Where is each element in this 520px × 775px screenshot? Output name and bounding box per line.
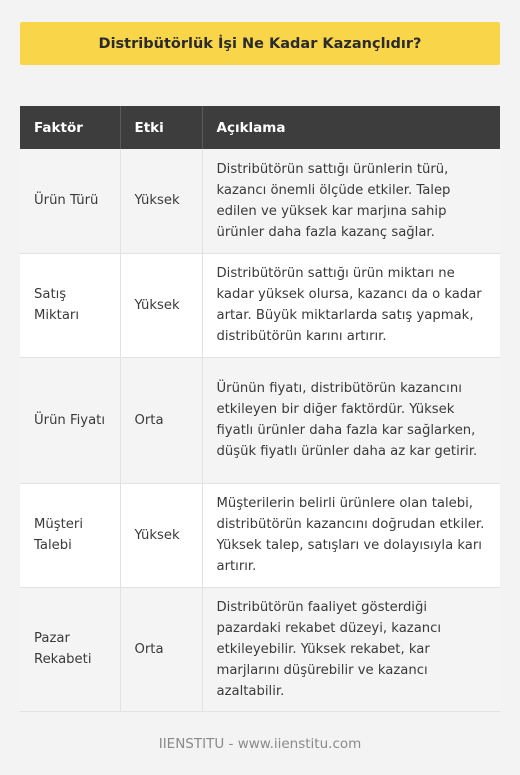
factor-cell: Satış Miktarı <box>20 253 120 357</box>
header-effect: Etki <box>120 106 202 149</box>
description-cell: Distribütörün sattığı ürünlerin türü, kazancı önemli ölçüde etkiler. Talep edilen ve yüksek kar marjına sahip ürünler daha fazla kazanç sağlar. <box>202 149 500 253</box>
header-description: Açıklama <box>202 106 500 149</box>
table-row <box>20 357 500 483</box>
description-cell: Distribütörün faaliyet gösterdiği pazardaki rekabet düzeyi, kazancı etkileyebilir. Yüksek rekabet, kar marjlarını düşürebilir ve kazancı azaltabilir. <box>202 587 500 711</box>
factor-table <box>20 106 500 712</box>
table-header-row <box>20 106 500 149</box>
footer-credit: IIENSTITU - www.iienstitu.com <box>158 736 362 752</box>
description-cell: Distribütörün sattığı ürün miktarı ne kadar yüksek olursa, kazancı da o kadar artar. Büyük miktarlarda satış yapmak, distribütörün karını artırır. <box>202 253 500 357</box>
table-row <box>20 483 500 587</box>
factor-cell: Pazar Rekabeti <box>20 587 120 711</box>
effect-cell: Orta <box>120 587 202 711</box>
table-row <box>20 149 500 253</box>
description-cell: Ürünün fiyatı, distribütörün kazancını etkileyen bir diğer faktördür. Yüksek fiyatlı ürünler daha fazla kar sağlarken, düşük fiyatlı ürünler daha az kar getirir. <box>202 357 500 483</box>
factor-cell: Ürün Türü <box>20 149 120 253</box>
effect-cell: Yüksek <box>120 149 202 253</box>
table-row <box>20 587 500 711</box>
description-cell: Müşterilerin belirli ürünlere olan talebi, distribütörün kazancını doğrudan etkiler. Yüksek talep, satışları ve dolayısıyla karı artırır. <box>202 483 500 587</box>
effect-cell: Yüksek <box>120 253 202 357</box>
effect-cell: Orta <box>120 357 202 483</box>
header-factor: Faktör <box>20 106 120 149</box>
effect-cell: Yüksek <box>120 483 202 587</box>
factor-cell: Ürün Fiyatı <box>20 357 120 483</box>
page-title: Distribütörlük İşi Ne Kadar Kazançlıdır? <box>20 22 500 65</box>
table-row <box>20 253 500 357</box>
factor-cell: Müşteri Talebi <box>20 483 120 587</box>
